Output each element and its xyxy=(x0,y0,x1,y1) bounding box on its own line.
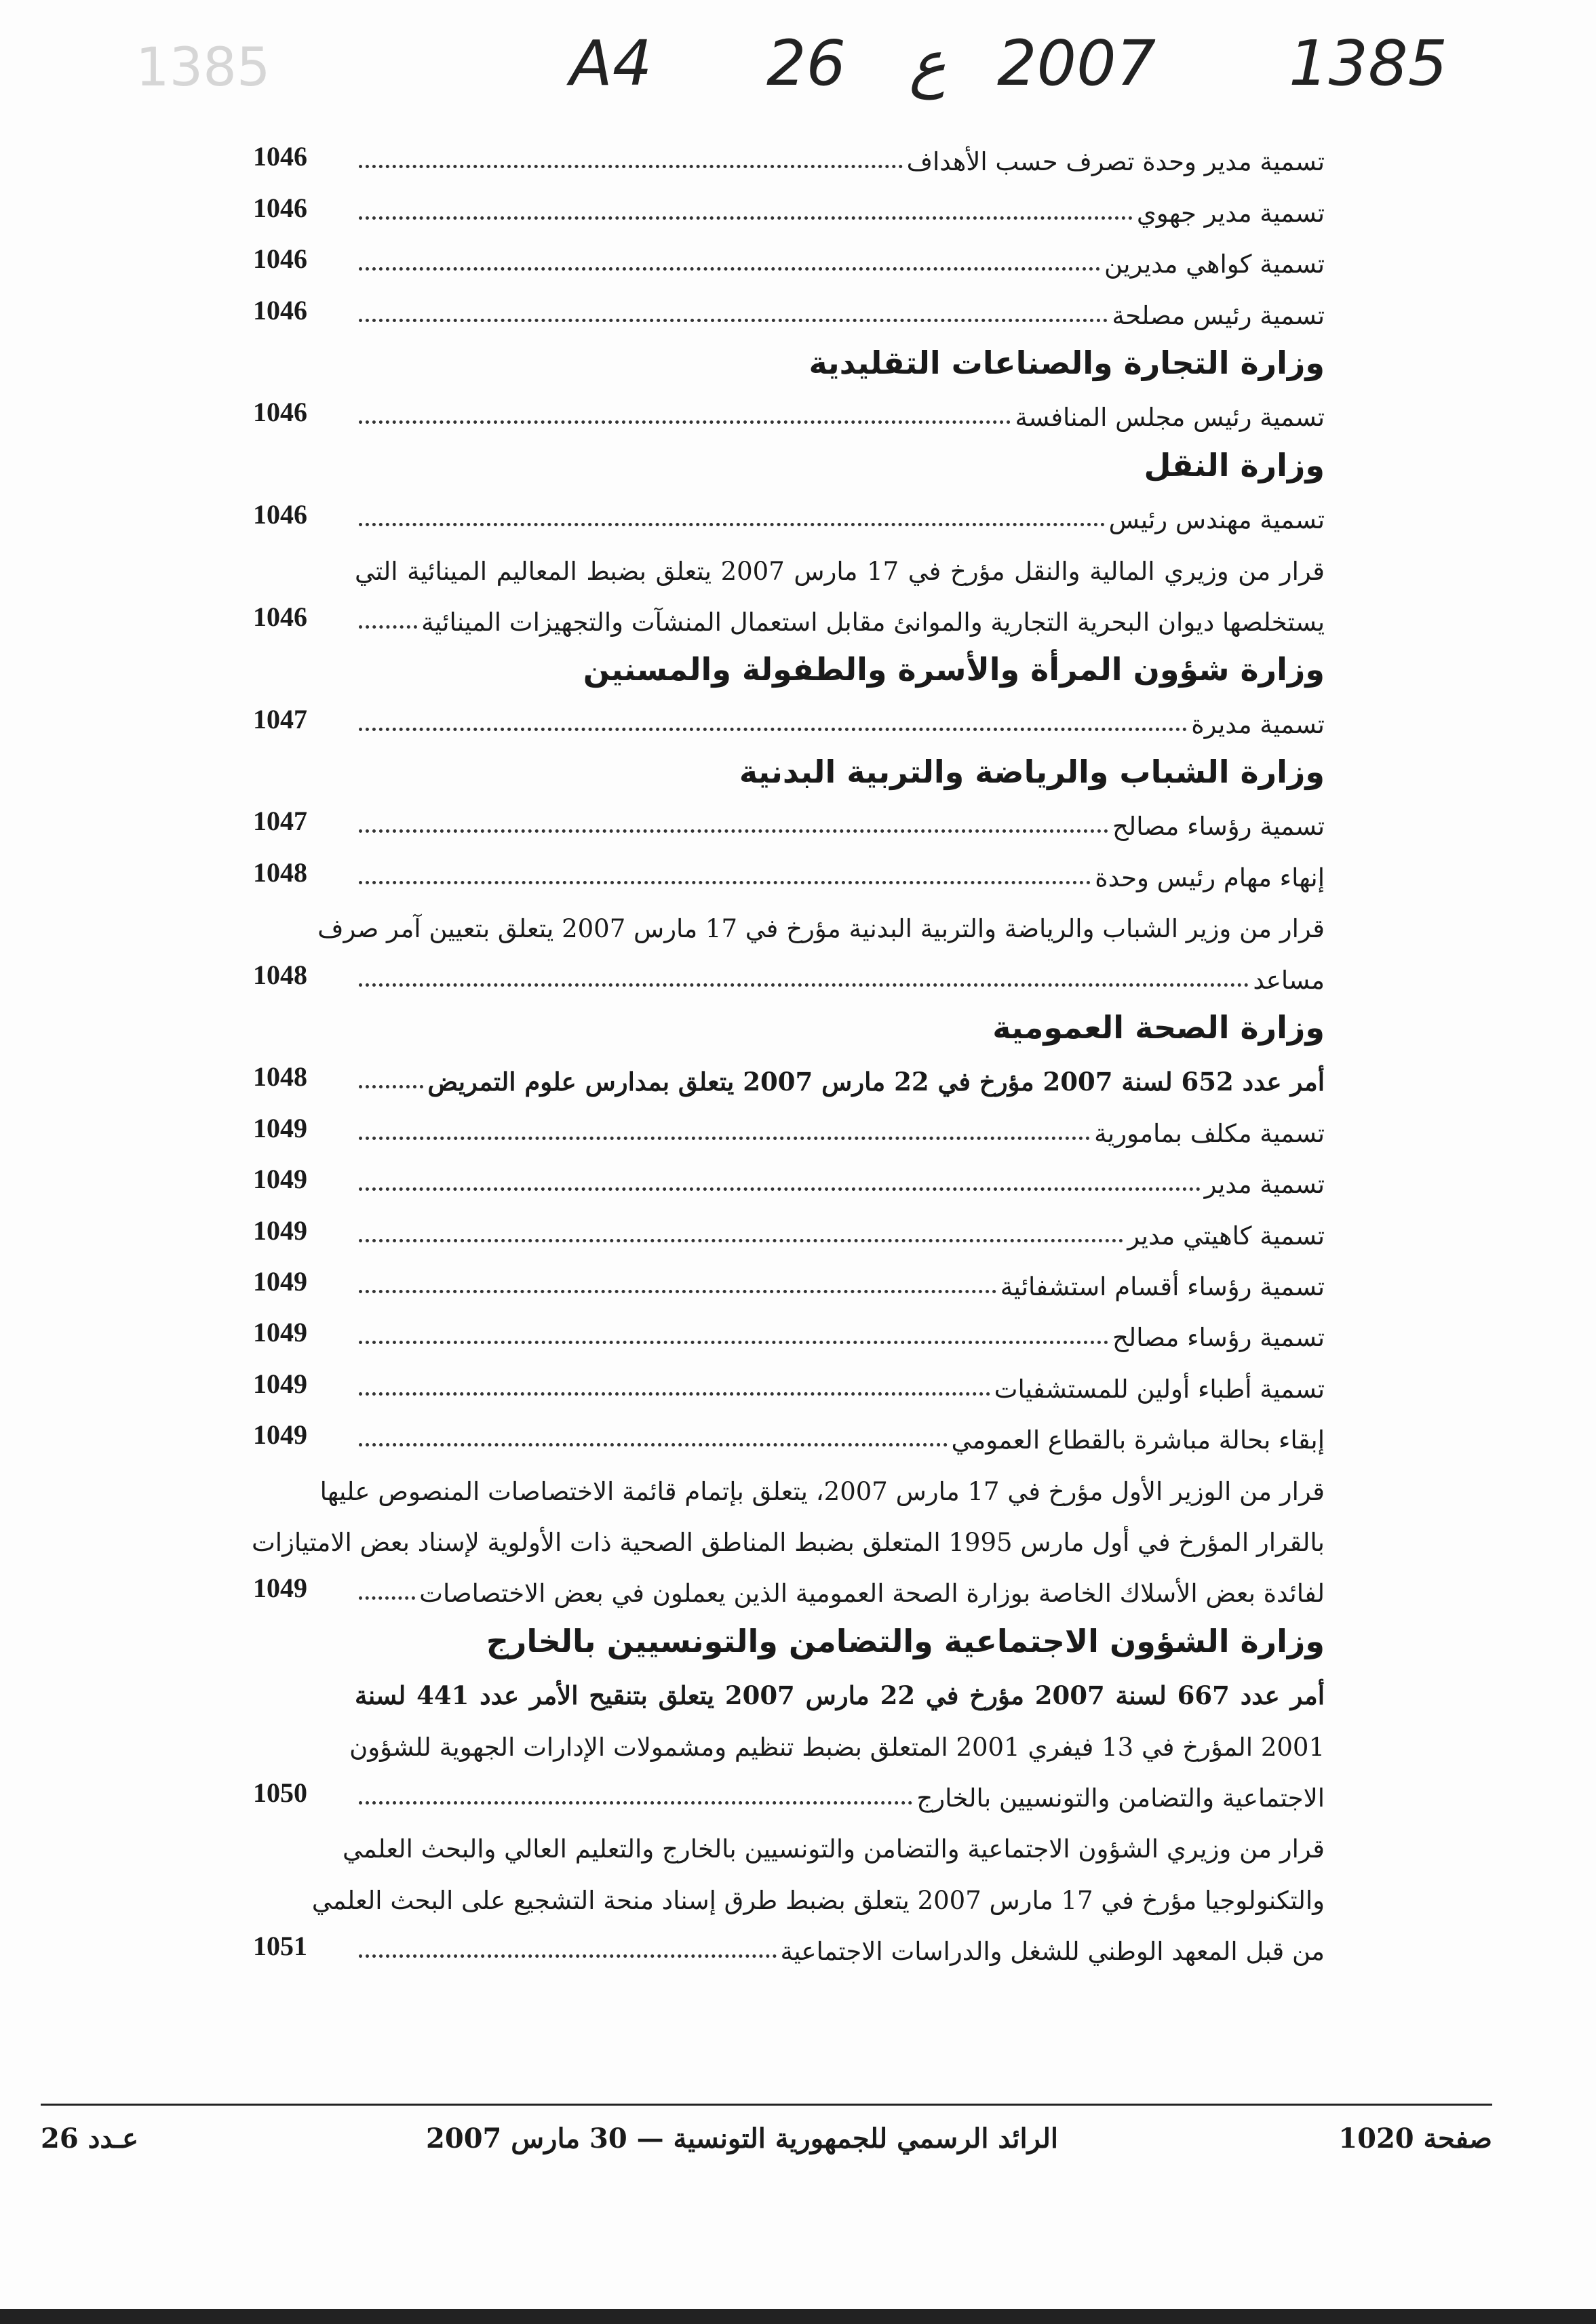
toc-page-number: 1049 xyxy=(253,1368,307,1399)
toc-entry-title: تسمية مدير جهوي xyxy=(1136,198,1325,228)
ministry-heading-text: وزارة الشباب والرياضة والتربية البدنية xyxy=(739,753,1325,791)
dot-leader xyxy=(359,319,1108,322)
toc-page-number: 1046 xyxy=(253,192,307,223)
toc-entry-title: يستخلصها ديوان البحرية التجارية والموانئ مقابل استعمال المنشآت والتجهيزات المينائية xyxy=(421,607,1325,637)
table-of-contents xyxy=(251,125,1325,1967)
toc-entry[interactable] xyxy=(253,1199,1325,1250)
toc-entry-title: تسمية مدير xyxy=(1204,1170,1325,1200)
toc-entry-title: من قبل المعهد الوطني للشغل والدراسات الاجتماعية xyxy=(780,1937,1325,1967)
toc-entry[interactable] xyxy=(253,381,1325,433)
toc-page-number: 1049 xyxy=(253,1419,307,1451)
toc-page-number: 1049 xyxy=(253,1573,307,1604)
dot-leader xyxy=(359,1239,1123,1242)
dot-leader xyxy=(359,1187,1201,1191)
dot-leader xyxy=(359,1443,948,1446)
toc-entry-title: مساعد xyxy=(1253,965,1325,995)
toc-continuation-line xyxy=(349,1710,1325,1762)
toc-entry-title: تسمية مكلف بمامورية xyxy=(1094,1118,1325,1148)
toc-page-number: 1046 xyxy=(253,141,307,172)
ministry-heading xyxy=(355,637,1325,688)
dot-leader xyxy=(359,1137,1090,1140)
toc-entry-title: أمر عدد 652 لسنة 2007 مؤرخ في 22 مارس 2007 يتعلق بمدارس علوم التمريض xyxy=(427,1067,1325,1097)
handwritten-day: 26 xyxy=(766,27,846,100)
dot-leader xyxy=(359,728,1187,731)
toc-page-number: 1047 xyxy=(253,806,307,837)
ministry-heading xyxy=(355,995,1325,1046)
toc-entry[interactable] xyxy=(253,228,1325,279)
toc-entry-title: الاجتماعية والتضامن والتونسيين بالخارج xyxy=(916,1783,1325,1813)
dot-leader xyxy=(359,267,1100,271)
dot-leader xyxy=(359,1596,415,1600)
dot-leader xyxy=(359,1085,423,1088)
toc-page-number: 1048 xyxy=(253,856,307,888)
dot-leader xyxy=(359,1801,912,1805)
dot-leader xyxy=(359,1392,990,1396)
toc-continuation-line xyxy=(311,1864,1325,1915)
toc-line-text: قرار من وزيري المالية والنقل مؤرخ في 17 مارس 2007 يتعلق بضبط المعاليم المينائية التي xyxy=(355,556,1325,586)
dot-leader xyxy=(359,881,1091,884)
scan-edge xyxy=(0,2309,1596,2324)
dot-leader xyxy=(359,625,417,629)
toc-page-number: 1050 xyxy=(253,1777,307,1808)
toc-page-number: 1049 xyxy=(253,1317,307,1348)
toc-entry-title: تسمية رئيس مصلحة xyxy=(1112,300,1325,330)
handwritten-year: 2007 xyxy=(997,27,1156,100)
toc-entry[interactable] xyxy=(253,688,1325,739)
toc-page-number: 1048 xyxy=(253,1061,307,1092)
toc-continuation-line xyxy=(251,1506,1325,1557)
toc-page-number: 1049 xyxy=(253,1112,307,1143)
toc-entry[interactable] xyxy=(253,790,1325,842)
dot-leader xyxy=(359,1341,1108,1344)
show-through-marks: 1385 xyxy=(136,37,271,98)
toc-entry-title: تسمية أطباء أولين للمستشفيات xyxy=(994,1374,1325,1404)
toc-line-text: بالقرار المؤرخ في أول مارس 1995 المتعلق بضبط المناطق الصحية ذات الأولوية لإسناد بعض الامتيازات xyxy=(251,1527,1325,1557)
toc-entry[interactable] xyxy=(253,943,1325,995)
toc-continuation-line xyxy=(317,892,1325,944)
handwritten-number: 1385 xyxy=(1289,27,1448,100)
dot-leader xyxy=(359,1954,777,1958)
toc-entry[interactable] xyxy=(253,1404,1325,1455)
dot-leader xyxy=(359,216,1133,220)
dot-leader xyxy=(359,165,903,168)
ministry-heading-text: وزارة الصحة العمومية xyxy=(992,1009,1325,1046)
dot-leader xyxy=(359,523,1105,526)
toc-entry[interactable] xyxy=(253,1097,1325,1148)
handwritten-paper-size: A4 xyxy=(570,27,653,100)
toc-entry[interactable] xyxy=(253,1301,1325,1353)
toc-entry-title: تسمية رئيس مجلس المنافسة xyxy=(1015,403,1325,433)
page-footer xyxy=(41,2123,1492,2170)
toc-entry-title: إبقاء بحالة مباشرة بالقطاع العمومي xyxy=(951,1425,1325,1455)
footer-page-number: صفحة 1020 xyxy=(1338,2123,1492,2154)
toc-page-number: 1049 xyxy=(253,1164,307,1195)
toc-entry-title: تسمية كواهي مديرين xyxy=(1104,250,1325,279)
ministry-heading-text: وزارة شؤون المرأة والأسرة والطفولة والمسنين xyxy=(583,651,1325,688)
toc-page-number: 1049 xyxy=(253,1215,307,1246)
toc-entry-title: تسمية رؤساء مصالح xyxy=(1112,1323,1325,1353)
footer-divider xyxy=(41,2104,1492,2106)
toc-entry-title: لفائدة بعض الأسلاك الخاصة بوزارة الصحة العمومية الذين يعملون في بعض الاختصاصات xyxy=(419,1579,1325,1609)
toc-page-number: 1048 xyxy=(253,959,307,990)
toc-entry-title: إنهاء مهام رئيس وحدة xyxy=(1095,863,1325,892)
footer-journal-title: الرائد الرسمي للجمهورية التونسية — 30 مارس 2007 xyxy=(426,2123,1058,2154)
ministry-heading xyxy=(355,739,1325,790)
toc-line-text: 2001 المؤرخ في 13 فيفري 2001 المتعلق بضبط تنظيم ومشمولات الإدارات الجهوية للشؤون xyxy=(349,1732,1325,1762)
toc-page-number: 1049 xyxy=(253,1265,307,1297)
handwritten-annotation xyxy=(0,27,1596,109)
toc-line-text: قرار من وزيري الشؤون الاجتماعية والتضامن والتونسيين بالخارج والتعليم العالي والبحث العلمي xyxy=(342,1834,1325,1864)
toc-line-text: قرار من وزير الشباب والرياضة والتربية البدنية مؤرخ في 17 مارس 2007 يتعلق بتعيين آمر صرف xyxy=(317,914,1325,944)
ministry-heading xyxy=(355,1608,1325,1659)
toc-page-number: 1046 xyxy=(253,397,307,428)
toc-entry[interactable] xyxy=(253,1148,1325,1200)
dot-leader xyxy=(359,420,1011,424)
toc-page-number: 1047 xyxy=(253,703,307,734)
ministry-heading-text: وزارة الشؤون الاجتماعية والتضامن والتونسيين بالخارج xyxy=(486,1622,1325,1659)
footer-issue-number: عـدد 26 xyxy=(41,2123,138,2154)
toc-entry[interactable] xyxy=(253,176,1325,228)
toc-continuation-line xyxy=(355,534,1325,585)
toc-continuation-line xyxy=(319,1455,1325,1506)
ministry-heading-text: وزارة التجارة والصناعات التقليدية xyxy=(809,344,1325,381)
toc-entry[interactable] xyxy=(253,1046,1325,1097)
ministry-heading-text: وزارة النقل xyxy=(1144,446,1325,484)
toc-entry[interactable] xyxy=(253,1352,1325,1404)
toc-page-number: 1051 xyxy=(253,1931,307,1962)
toc-line-text: قرار من الوزير الأول مؤرخ في 17 مارس 2007، يتعلق بإتمام قائمة الاختصاصات المنصوص عليها xyxy=(319,1476,1325,1506)
toc-entry-title: تسمية كاهيتي مدير xyxy=(1127,1221,1325,1250)
dot-leader xyxy=(359,829,1108,833)
ministry-heading xyxy=(355,432,1325,483)
toc-entry[interactable] xyxy=(253,1250,1325,1301)
toc-entry[interactable] xyxy=(253,841,1325,892)
toc-entry[interactable] xyxy=(253,586,1325,637)
toc-entry[interactable] xyxy=(253,1762,1325,1813)
toc-entry[interactable] xyxy=(253,1557,1325,1609)
toc-continuation-line xyxy=(342,1813,1325,1864)
toc-entry[interactable] xyxy=(253,279,1325,330)
toc-entry[interactable] xyxy=(253,1915,1325,1967)
toc-page-number: 1046 xyxy=(253,601,307,632)
toc-page-number: 1046 xyxy=(253,294,307,326)
toc-page-number: 1046 xyxy=(253,243,307,275)
ministry-heading xyxy=(355,330,1325,381)
toc-entry-title: تسمية مهندس رئيس xyxy=(1108,505,1325,535)
dot-leader xyxy=(359,983,1249,987)
toc-line-text: والتكنولوجيا مؤرخ في 17 مارس 2007 يتعلق بضبط طرق إسناد منحة التشجيع على البحث العلمي xyxy=(311,1885,1325,1915)
toc-entry[interactable] xyxy=(253,484,1325,535)
toc-continuation-line xyxy=(355,1659,1325,1710)
toc-entry-title: تسمية مدير وحدة تصرف حسب الأهداف xyxy=(906,147,1325,177)
dot-leader xyxy=(359,1290,996,1293)
toc-entry[interactable] xyxy=(253,125,1325,177)
handwritten-month: ع xyxy=(909,27,946,100)
toc-entry-title: تسمية رؤساء مصالح xyxy=(1112,812,1325,842)
toc-entry-title: تسمية مديرة xyxy=(1191,709,1325,739)
toc-page-number: 1046 xyxy=(253,499,307,530)
toc-line-text: أمر عدد 667 لسنة 2007 مؤرخ في 22 مارس 2007 يتعلق بتنقيح الأمر عدد 441 لسنة xyxy=(355,1680,1325,1711)
toc-entry-title: تسمية رؤساء أقسام استشفائية xyxy=(1000,1272,1325,1301)
